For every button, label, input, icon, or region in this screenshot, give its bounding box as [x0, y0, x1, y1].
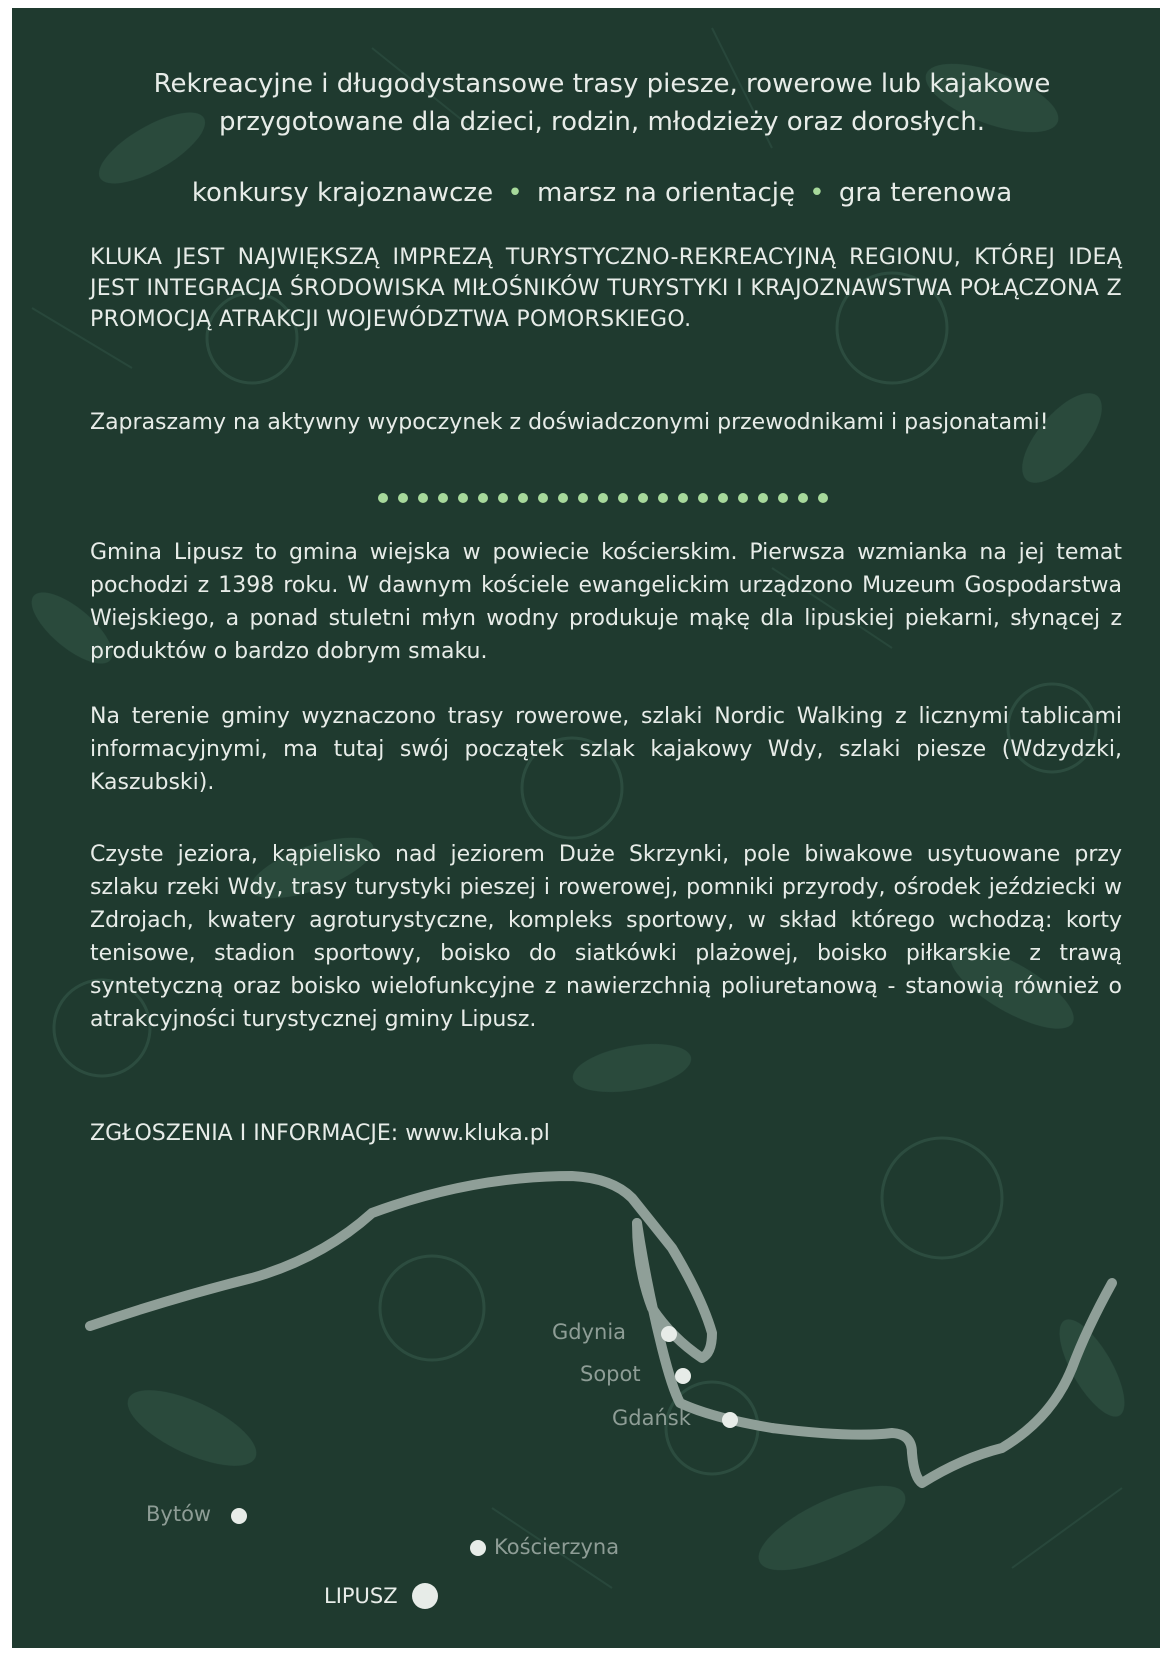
sopot-marker [675, 1368, 691, 1384]
headline-paragraph: KLUKA JEST NAJWIĘKSZĄ IMPREZĄ TURYSTYCZNO-REKREACYJNĄ REGIONU, KTÓREJ IDEĄ JEST INTEGRACJA ŚRODOWISKA MIŁOŚNIKÓW TURYSTYKI I KRAJOZNAWSTWA POŁĄCZONA Z PROMOCJĄ ATRAKCJI WOJEWÓDZTWA POMORSKIEGO. [90, 245, 1122, 332]
invitation-paragraph: Zapraszamy na aktywny wypoczynek z doświadczonymi przewodnikami i pasjonatami! [90, 410, 1049, 435]
city-label-bytow: Bytów [146, 1502, 212, 1526]
activity-item: marsz na orientację [536, 178, 795, 208]
city-label-sopot: Sopot [580, 1362, 641, 1386]
activity-item: gra terenowa [838, 178, 1013, 208]
gdynia-marker [661, 1326, 677, 1342]
bullet-separator: • [507, 178, 523, 208]
bytow-marker [231, 1508, 247, 1524]
attractions-paragraph: Czyste jeziora, kąpielisko nad jeziorem Duże Skrzynki, pole biwakowe usytuowane przy szlaku rzeki Wdy, trasy turystyki pieszej i rowerowej, pomniki przyrody, ośrodek jeździecki w Zdrojach, kwatery agroturystyczne, kompleks sportowy, w skład którego wchodzą: korty tenisowe, stadion sportowy, boisko do siatkówki plażowej, boisko piłkarskie z trawą syntetyczną oraz boisko wielofunkcyjne z nawierzchnią poliuretanową - stanowią również o atrakcyjności turystycznej gminy Lipusz. [90, 842, 1122, 1032]
activity-item: konkursy krajoznawcze [191, 178, 494, 208]
contact-line: ZGŁOSZENIA I INFORMACJE: www.kluka.pl [90, 1121, 550, 1146]
intro-text: Rekreacyjne i długodystansowe trasy piesze, rowerowe lub kajakowe przygotowane dla dzieci, rodzin, młodzieży oraz dorosłych. [153, 69, 1051, 137]
leaflet-page [12, 8, 1160, 1648]
city-label-gdansk: Gdańsk [612, 1406, 691, 1430]
lipusz-marker [412, 1583, 438, 1609]
region-map [12, 8, 1160, 1648]
city-label-lipusz: LIPUSZ [324, 1584, 398, 1608]
city-label-gdynia: Gdynia [552, 1320, 627, 1344]
koscierzyna-marker [470, 1540, 486, 1556]
gdansk-marker [722, 1412, 738, 1428]
trails-paragraph: Na terenie gminy wyznaczono trasy rowerowe, szlaki Nordic Walking z licznymi tablicami informacyjnymi, ma tutaj swój początek szlak kajakowy Wdy, szlaki piesze (Wdzydzki, Kaszubski). [90, 704, 1122, 795]
gmina-paragraph: Gmina Lipusz to gmina wiejska w powiecie kościerskim. Pierwsza wzmianka na jej temat pochodzi z 1398 roku. W dawnym kościele ewangelickim urządzono Muzeum Gospodarstwa Wiejskiego, a ponad stuletni młyn wodny produkuje mąkę dla lipuskiej piekarni, słynącej z produktów o bardzo dobrym smaku. [90, 540, 1122, 664]
city-label-koscierzyna: Kościerzyna [494, 1535, 620, 1559]
bullet-separator: • [809, 178, 825, 208]
